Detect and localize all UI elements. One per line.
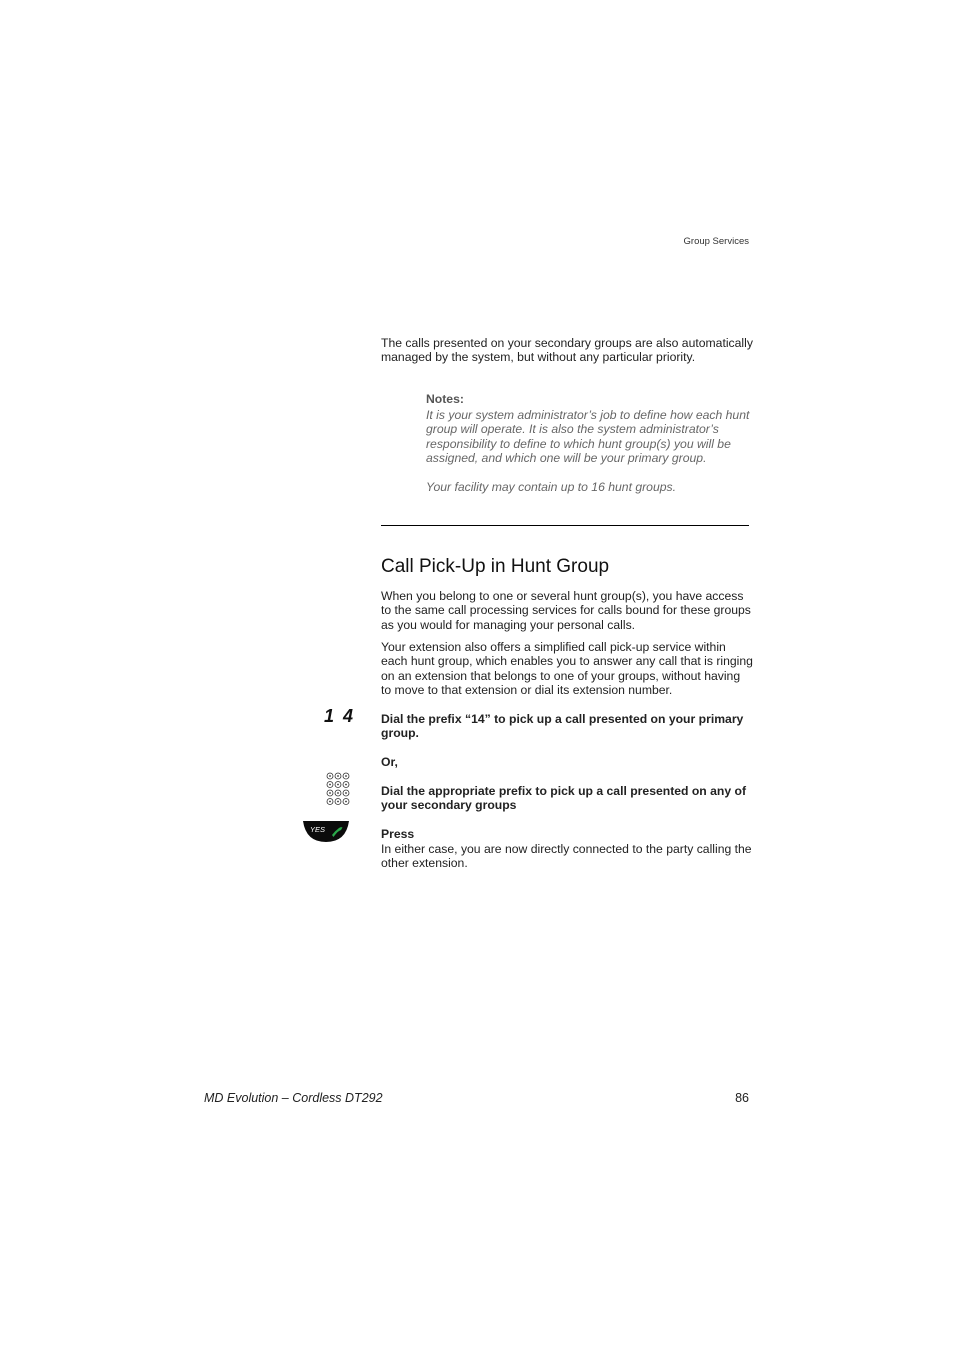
step-dial-primary: Dial the prefix “14” to pick up a call presented on your primary group. bbox=[381, 712, 744, 741]
section-title: Call Pick-Up in Hunt Group bbox=[381, 556, 610, 577]
step-dial-secondary: Dial the appropriate prefix to pick up a call presented on any of your secondary groups bbox=[381, 784, 747, 813]
yes-key-label: YES bbox=[310, 825, 326, 834]
notes-text-count: Your facility may contain up to 16 hunt groups. bbox=[426, 480, 676, 494]
intro-paragraph: The calls presented on your secondary groups are also automatically managed by the system, but without any particular priority. bbox=[381, 336, 753, 365]
footer-doc-title: MD Evolution – Cordless DT292 bbox=[204, 1091, 383, 1105]
keypad-icon bbox=[326, 772, 350, 806]
yes-key-icon bbox=[302, 820, 350, 843]
page-number: 86 bbox=[735, 1091, 749, 1105]
press-description: In either case, you are now directly connected to the party calling the other extension. bbox=[381, 842, 752, 871]
running-header: Group Services bbox=[683, 236, 749, 247]
press-label: Press bbox=[381, 827, 415, 841]
section-divider bbox=[381, 525, 749, 526]
notes-label: Notes: bbox=[426, 392, 464, 406]
notes-text: It is your system administrator’s job to define how each hunt group will operate. It is also the system administrator’s responsibility to define to which hunt group(s) you will be assigned, and which one will be your primary group. bbox=[426, 408, 750, 466]
section-paragraph-1: When you belong to one or several hunt group(s), you have access to the same call processing services for calls bound for these groups as you would for managing your personal calls. bbox=[381, 589, 751, 632]
prefix-code: 1 4 bbox=[324, 706, 356, 726]
section-paragraph-2: Your extension also offers a simplified call pick-up service within each hunt group, which enables you to answer any call that is ringing on an extension that belongs to one of your groups, without having to move to that extension or dial its extension number. bbox=[381, 640, 753, 698]
or-label: Or, bbox=[381, 755, 398, 769]
